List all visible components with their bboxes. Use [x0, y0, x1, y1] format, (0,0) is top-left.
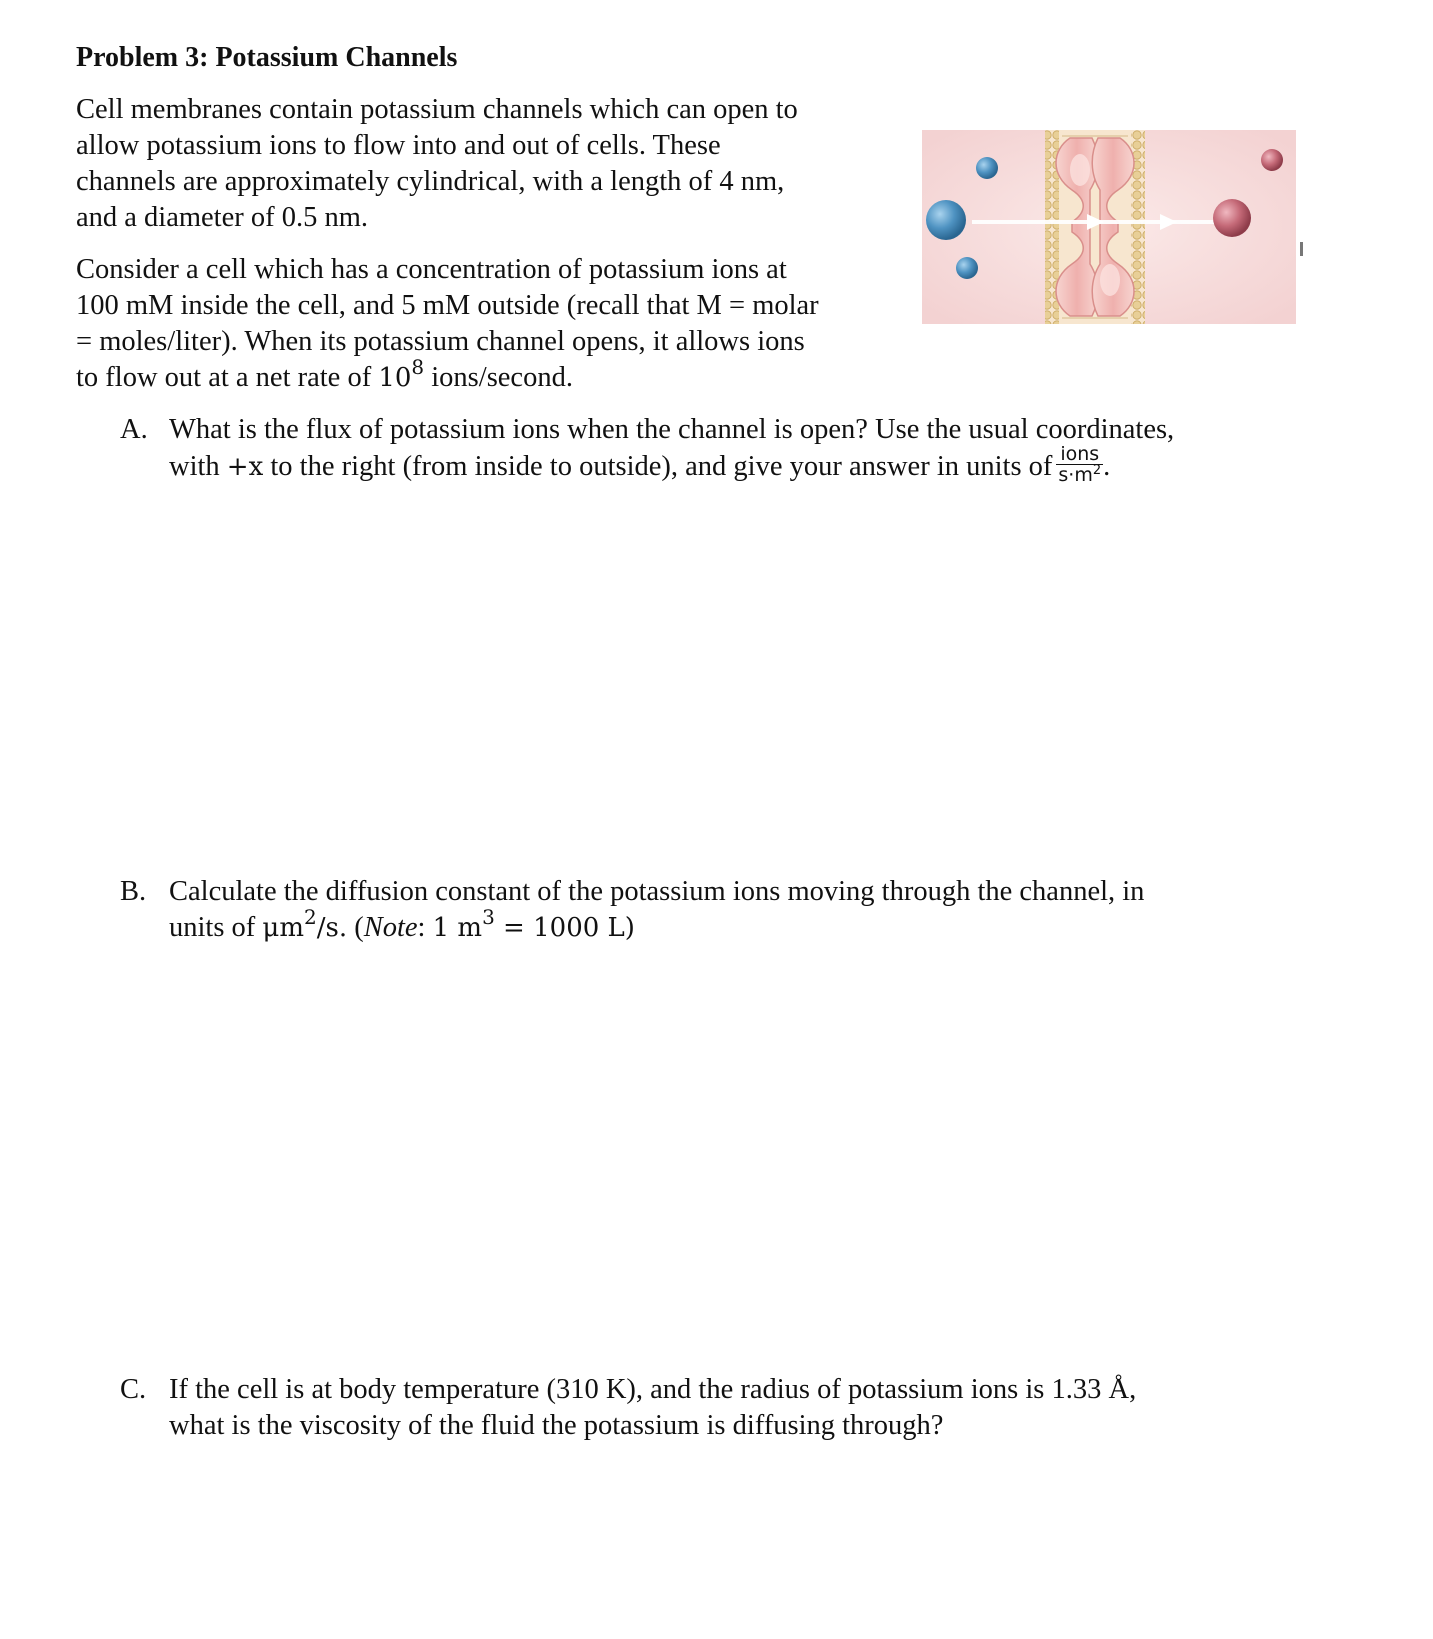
note-label: Note [363, 912, 418, 943]
positive-x-direction: +x [226, 452, 264, 483]
concentration-paragraph [76, 252, 896, 396]
question-b-line-2 [169, 905, 1349, 946]
question-a-letter: A. [120, 414, 148, 445]
question-c-letter: C. [120, 1374, 147, 1405]
question-b-text [169, 874, 1349, 946]
question-b-letter: B. [120, 876, 147, 907]
question-a-units-text: to the right (from inside to outside), and give your answer in units of [263, 451, 1053, 483]
volume-conversion-exponent: 3 [482, 905, 495, 930]
volume-conversion-before: 1 m [432, 913, 483, 943]
question-a-text [169, 412, 1349, 489]
potassium-channel-illustration [922, 130, 1296, 324]
diffusion-unit [262, 905, 348, 943]
intro-paragraph [76, 92, 896, 236]
diffusion-unit-after: /s. [316, 913, 348, 943]
note-open: ( [347, 912, 364, 943]
flux-unit-fraction [1056, 444, 1103, 485]
flux-unit-denominator-base: s·m [1058, 464, 1093, 486]
flux-unit-denominator [1056, 462, 1103, 486]
diffusion-unit-exponent: 2 [303, 905, 317, 930]
intro-line-1: Cell membranes contain potassium channels which can open to [76, 94, 798, 125]
intro-line-2: allow potassium ions to flow into and out of cells. These [76, 130, 721, 161]
volume-conversion-after: = 1000 L) [494, 913, 635, 943]
rate-text-before: to flow out at a net rate of [76, 362, 379, 393]
concentration-line-3: = moles/liter). When its potassium channel opens, it allows ions [76, 326, 805, 357]
question-b-line-1: Calculate the diffusion constant of the potassium ions moving through the channel, in [169, 876, 1145, 907]
volume-conversion [432, 905, 635, 943]
question-b-units-prefix: units of [169, 912, 263, 943]
rate-text-after: ions/second. [424, 362, 573, 393]
question-a-line-2 [169, 443, 1349, 489]
question-a-with: with [169, 451, 227, 483]
concentration-line-2: 100 mM inside the cell, and 5 mM outside (recall that M = molar [76, 290, 819, 321]
figure-edge-mark [1300, 242, 1303, 256]
note-colon: : [417, 912, 433, 943]
flux-unit-denominator-exponent: 2 [1092, 462, 1102, 478]
diffusion-unit-base: μm [262, 913, 304, 943]
concentration-line-4 [76, 354, 896, 396]
concentration-line-1: Consider a cell which has a concentration of potassium ions at [76, 254, 787, 285]
flux-unit-numerator: ions [1056, 444, 1103, 465]
rate-base: 10 [378, 363, 412, 393]
question-c-text [169, 1372, 1349, 1444]
rate-exponent: 8 [411, 354, 425, 379]
potassium-channel-illustration-icon [922, 130, 1296, 324]
question-a-end: . [1103, 451, 1111, 483]
question-c-line-1: If the cell is at body temperature (310 K), and the radius of potassium ions is 1.33 Å, [169, 1374, 1137, 1405]
problem-title: Problem 3: Potassium Channels [76, 42, 458, 73]
intro-line-4: and a diameter of 0.5 nm. [76, 202, 369, 233]
intro-line-3: channels are approximately cylindrical, with a length of 4 nm, [76, 166, 785, 197]
question-c-line-2: what is the viscosity of the fluid the potassium is diffusing through? [169, 1410, 944, 1441]
question-a-line-1: What is the flux of potassium ions when the channel is open? Use the usual coordinates, [169, 414, 1175, 445]
